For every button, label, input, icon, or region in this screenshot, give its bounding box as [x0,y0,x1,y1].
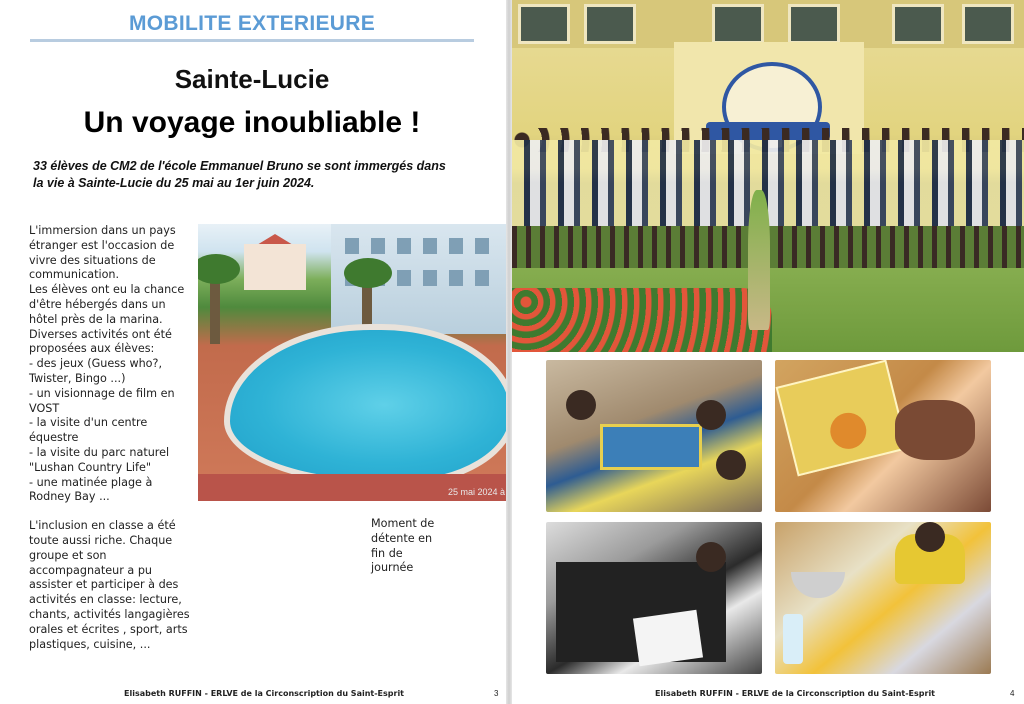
body-line: - des jeux (Guess who?, [29,357,163,371]
main-title: Un voyage inoubliable ! [83,106,421,139]
page-footer: Elisabeth RUFFIN - ERLVE de la Circonscription du Saint-Esprit [124,689,405,698]
lead-line: la vie à Sainte-Lucie du 25 mai au 1er juin 2024. [33,176,315,190]
body-line: vivre des situations de [29,253,156,267]
body-line: Les élèves ont eu la chance [29,283,185,297]
section-title: MOBILITE EXTERIEURE [128,12,376,35]
body-line: communication. [29,268,120,282]
mixing-bowl [791,572,845,598]
reading-photo [775,360,991,512]
caption-line: détente en [371,531,433,545]
article-body [29,224,189,652]
page-footer: Elisabeth RUFFIN - ERLVE de la Circonscription du Saint-Esprit [655,689,936,698]
photo-date-stamp: 25 mai 2024 à [447,487,505,497]
body-line: L'inclusion en classe a été [29,519,176,533]
lead-line: 33 élèves de CM2 de l'école Emmanuel Bruno se sont immergés dans [33,159,446,173]
paragraph-gap [29,505,189,519]
body-line: - la visite du parc naturel [29,445,170,459]
student-head [696,542,726,572]
classroom-game-photo [546,360,762,512]
palm-leaves [344,258,392,288]
body-line: Rodney Bay ... [29,490,110,504]
student-head [915,522,945,552]
caption-line: journée [371,561,414,575]
water-bottle [783,614,803,664]
body-line: hôtel près de la marina. [29,312,163,326]
photo-caption [371,517,451,576]
cooking-activity-photo [775,522,991,674]
body-line: "Lushan Country Life" [29,460,152,474]
body-line: assister et participer à des [29,578,179,592]
lead-paragraph [33,158,483,192]
body-line: plastiques, cuisine, ... [29,637,151,651]
body-line: Twister, Bingo ...) [29,371,126,385]
body-line: équestre [29,431,79,445]
art-activity-photo [546,522,762,674]
page-number: 4 [1010,689,1015,698]
title-divider [30,39,474,42]
body-line: accompagnateur a pu [29,563,153,577]
caption-line: Moment de [371,517,435,530]
tiger-illustration [826,409,870,453]
student-head [566,390,596,420]
game-board [600,424,702,470]
body-line: chants, activités langagières [29,607,190,621]
page-number: 3 [494,689,499,698]
body-line: - une matinée plage à [29,475,153,489]
body-line: L'immersion dans un pays [29,224,176,237]
body-line: Diverses activités ont été [29,327,172,341]
body-line: - la visite d'un centre [29,416,148,430]
left-page [0,0,506,704]
hotel-pool-photo [198,224,506,501]
young-palm [748,190,770,330]
swimming-pool [224,324,506,486]
body-line: proposées aux élèves: [29,342,155,356]
body-line: d'être hébergés dans un [29,297,166,311]
school-group-photo [512,0,1024,352]
drawing-paper [633,610,703,666]
body-line: VOST [29,401,60,415]
right-page [512,0,1024,704]
picture-book [776,360,909,476]
pool-house [244,244,306,290]
student-head [696,400,726,430]
place-title: Sainte-Lucie [174,64,330,94]
student-head [716,450,746,480]
body-line: groupe et son [29,548,107,562]
caption-line: fin de [371,546,403,560]
flower-bed [512,288,772,352]
body-line: étranger est l'occasion de [29,238,175,252]
body-line: orales et écrites , sport, arts [29,622,188,636]
school-building [512,0,1024,48]
student-hand [895,400,975,460]
palm-leaves [198,254,240,284]
body-line: - un visionnage de film en [29,386,175,400]
body-line: activités en classe: lecture, [29,593,182,607]
body-line: toute aussi riche. Chaque [29,533,173,547]
